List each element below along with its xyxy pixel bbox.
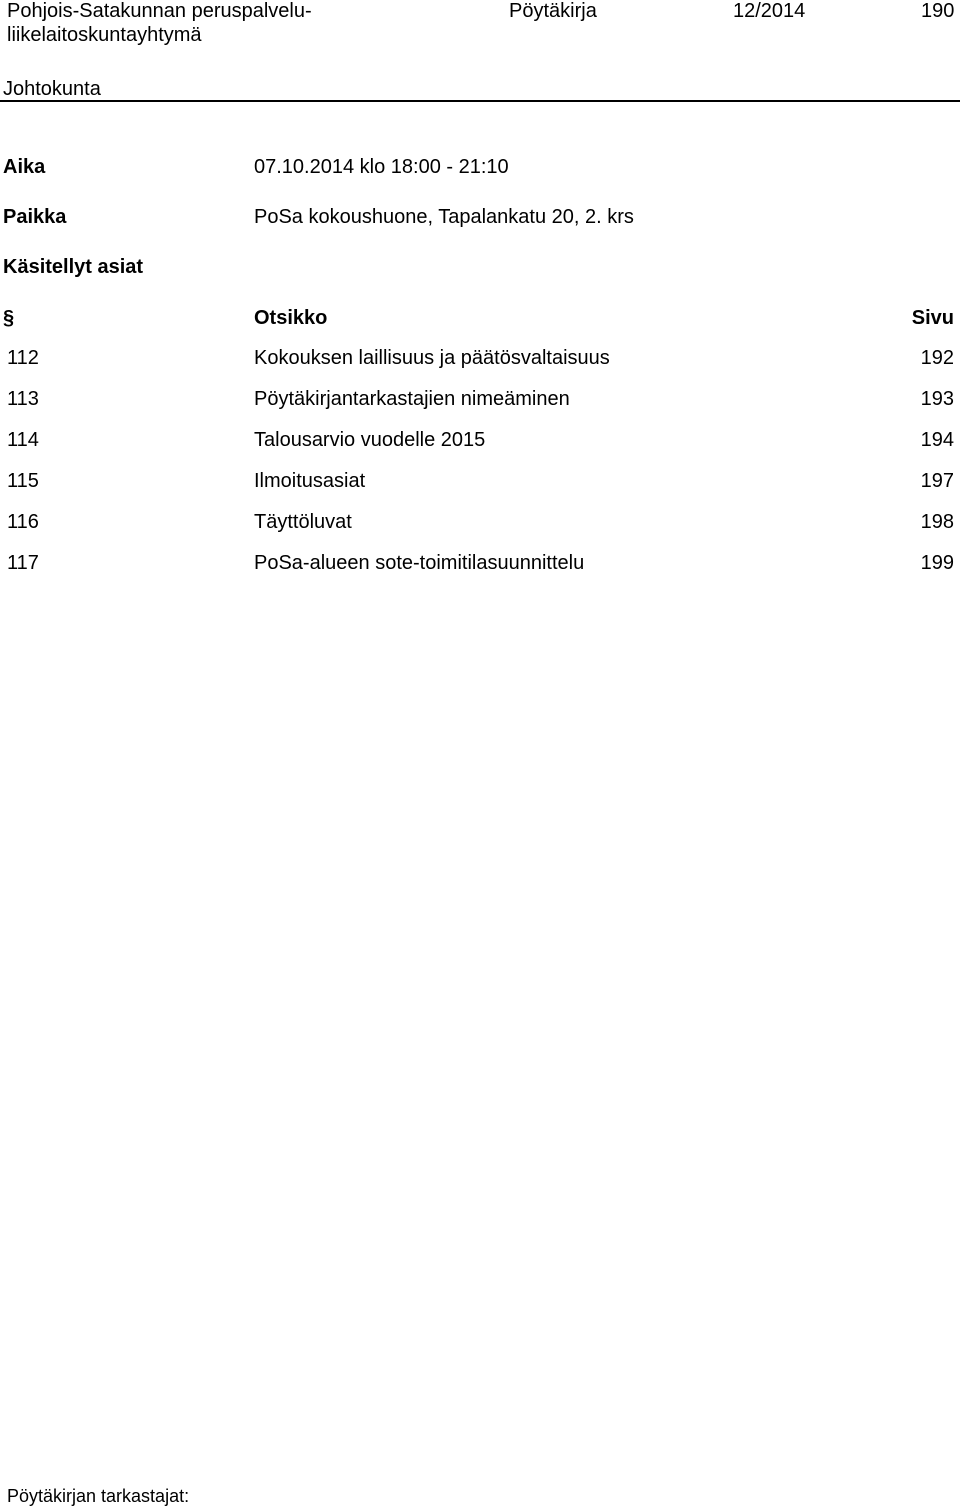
title-column-header: Otsikko bbox=[254, 307, 328, 329]
place-label: Paikka bbox=[3, 206, 67, 228]
item-page: 199 bbox=[920, 552, 954, 574]
organization-name-line2: liikelaitoskuntayhtymä bbox=[7, 24, 202, 46]
item-page: 194 bbox=[920, 429, 954, 451]
item-number: 117 bbox=[7, 552, 39, 574]
item-page: 197 bbox=[920, 470, 954, 492]
time-label: Aika bbox=[3, 156, 46, 178]
item-title: Täyttöluvat bbox=[254, 511, 352, 533]
document-type: Pöytäkirja bbox=[509, 0, 597, 22]
table-row bbox=[0, 511, 960, 533]
governing-body-name: Johtokunta bbox=[3, 78, 101, 100]
time-value: 07.10.2014 klo 18:00 - 21:10 bbox=[254, 156, 509, 178]
item-page: 198 bbox=[920, 511, 954, 533]
item-number: 115 bbox=[7, 470, 39, 492]
table-row bbox=[0, 388, 960, 410]
item-title: Talousarvio vuodelle 2015 bbox=[254, 429, 486, 451]
item-number: 113 bbox=[7, 388, 39, 410]
section-sign-column-header: § bbox=[3, 307, 15, 329]
item-page: 192 bbox=[920, 347, 954, 369]
item-title: Ilmoitusasiat bbox=[254, 470, 366, 492]
document-number: 12/2014 bbox=[733, 0, 806, 22]
table-row bbox=[0, 429, 960, 451]
header-divider bbox=[0, 100, 960, 102]
item-title: Pöytäkirjantarkastajien nimeäminen bbox=[254, 388, 570, 410]
items-section-heading: Käsitellyt asiat bbox=[3, 256, 144, 278]
item-number: 112 bbox=[7, 347, 39, 369]
organization-name-line1: Pohjois-Satakunnan peruspalvelu- bbox=[7, 0, 312, 22]
item-page: 193 bbox=[920, 388, 954, 410]
place-value: PoSa kokoushuone, Tapalankatu 20, 2. krs bbox=[254, 206, 634, 228]
reviewers-label: Pöytäkirjan tarkastajat: bbox=[7, 1486, 190, 1506]
table-row bbox=[0, 470, 960, 492]
item-title: PoSa-alueen sote-toimitilasuunnittelu bbox=[254, 552, 585, 574]
page-column-header: Sivu bbox=[911, 307, 954, 329]
item-number: 116 bbox=[7, 511, 39, 533]
item-title: Kokouksen laillisuus ja päätösvaltaisuus bbox=[254, 347, 610, 369]
page-number: 190 bbox=[921, 0, 955, 22]
item-number: 114 bbox=[7, 429, 39, 451]
table-row bbox=[0, 552, 960, 574]
table-row bbox=[0, 347, 960, 369]
